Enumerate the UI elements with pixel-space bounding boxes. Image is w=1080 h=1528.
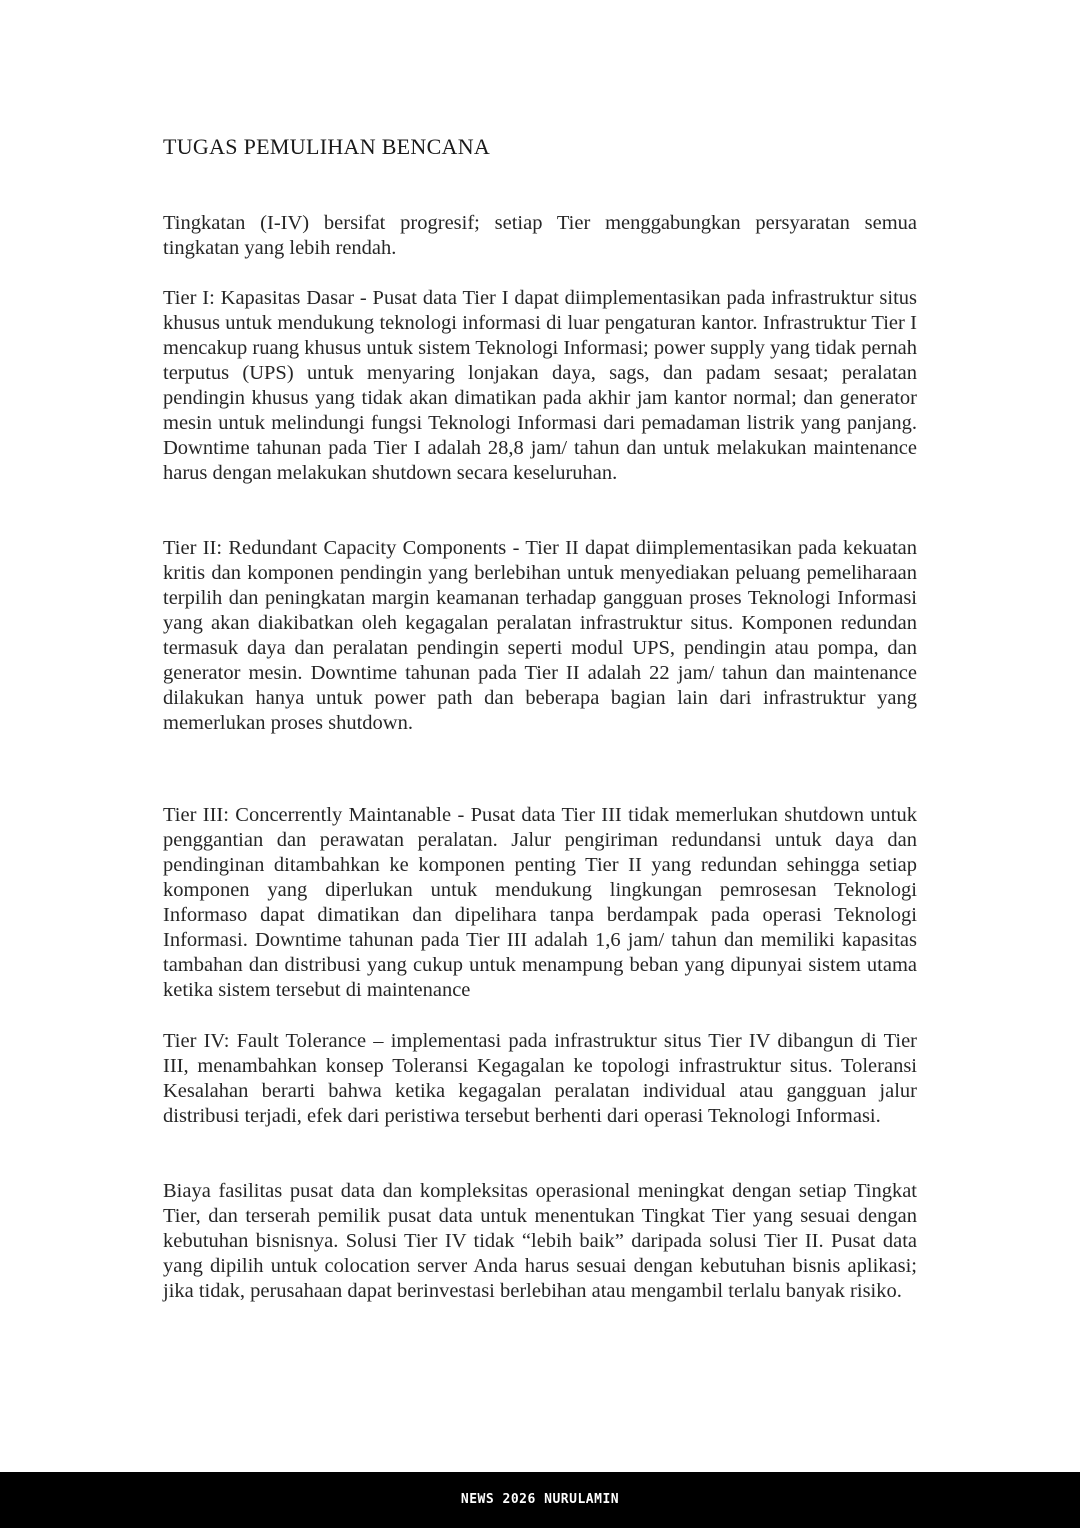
- document-title: TUGAS PEMULIHAN BENCANA: [163, 134, 491, 159]
- paragraph-intro: Tingkatan (I-IV) bersifat progresif; setiap Tier menggabungkan persyaratan semua tingkatan yang lebih rendah.: [163, 212, 917, 259]
- paragraph-tier-3: Tier III: Concerrently Maintanable - Pusat data Tier III tidak memerlukan shutdown untuk penggantian dan perawatan peralatan. Jalur pengiriman redundansi untuk daya dan pendinginan ditambahkan ke komponen penting Tier II yang redundan sehingga setiap komponen yang diperlukan untuk mendukung lingkungan pemrosesan Teknologi Informaso dapat dimatikan dan dipelihara tanpa berdampak pada operasi Teknologi Informasi. Downtime tahunan pada Tier III adalah 1,6 jam/ tahun dan memiliki kapasitas tambahan dan distribusi yang cukup untuk menampung beban yang dipunyai sistem utama ketika sistem tersebut di maintenance: [163, 804, 917, 1001]
- paragraph-tier-1: Tier I: Kapasitas Dasar - Pusat data Tier I dapat diimplementasikan pada infrastruktur situs khusus untuk mendukung teknologi informasi di luar pengaturan kantor. Infrastruktur Tier I mencakup ruang khusus untuk sistem Teknologi Informasi; power supply yang tidak pernah terputus (UPS) untuk menyaring lonjakan daya, sags, dan padam sesaat; peralatan pendingin khusus yang tidak akan dimatikan pada akhir jam kantor normal; dan generator mesin untuk melindungi fungsi Teknologi Informasi dari pemadaman listrik yang panjang. Downtime tahunan pada Tier I adalah 28,8 jam/ tahun dan untuk melakukan maintenance harus dengan melakukan shutdown secara keseluruhan.: [163, 287, 917, 484]
- paragraph-tier-4: Tier IV: Fault Tolerance – implementasi pada infrastruktur situs Tier IV dibangun di Tier III, menambahkan konsep Toleransi Kegagalan ke topologi infrastruktur situs. Toleransi Kesalahan berarti bahwa ketika kegagalan peralatan individual atau gangguan jalur distribusi terjadi, efek dari peristiwa tersebut berhenti dari operasi Teknologi Informasi.: [163, 1030, 917, 1127]
- footer-text: NEWS 2026 NURULAMIN: [460, 1492, 620, 1507]
- paragraph-conclusion: Biaya fasilitas pusat data dan kompleksitas operasional meningkat dengan setiap Tingkat Tier, dan terserah pemilik pusat data untuk menentukan Tingkat Tier yang sesuai dengan kebutuhan bisnisnya. Solusi Tier IV tidak “lebih baik” daripada solusi Tier II. Pusat data yang dipilih untuk colocation server Anda harus sesuai dengan kebutuhan bisnis aplikasi; jika tidak, perusahaan dapat berinvestasi berlebihan atau mengambil terlalu banyak risiko.: [163, 1180, 917, 1302]
- footer-bar: [0, 1472, 1080, 1528]
- paragraph-tier-2: Tier II: Redundant Capacity Components - Tier II dapat diimplementasikan pada kekuatan kritis dan komponen pendingin yang berlebihan untuk menyediakan peluang pemeliharaan terpilih dan peningkatan margin keamanan terhadap gangguan proses Teknologi Informasi yang akan diakibatkan oleh kegagalan peralatan infrastruktur situs. Komponen redundan termasuk daya dan peralatan pendingin seperti modul UPS, pendingin atau pompa, dan generator mesin. Downtime tahunan pada Tier II adalah 22 jam/ tahun dan maintenance dilakukan hanya untuk power path dan beberapa bagian lain dari infrastruktur yang memerlukan proses shutdown.: [163, 537, 917, 734]
